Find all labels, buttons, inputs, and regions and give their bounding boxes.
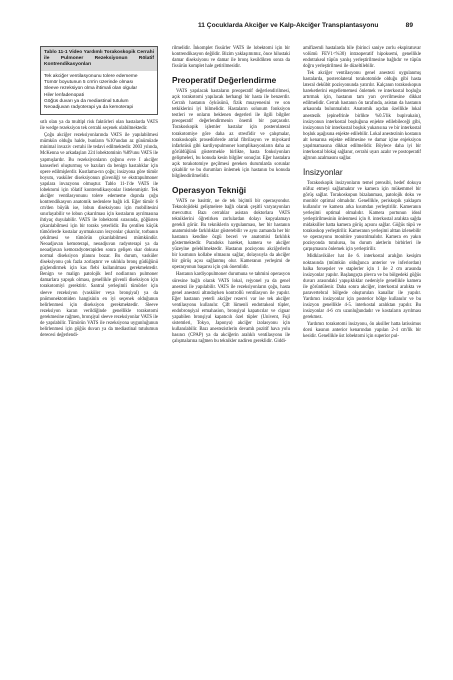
- body-paragraph: Torakoskopik insizyonların temel prensibi, hedef dokuya nüfuz etmeyi sağlamaktır ve kamera için mükemmel bir görüş sağlar. Torakoskopun bizalanması, patolojik doku ve monitör optimal olmalıdır. Genellikle, periskopik yaklaşım kullanılır ve kamera arka kısımdan yerleştirilir. Kameranın yerleşimi optimal olmalıdır. Kamera portunun ideal yerleştirilmesinin önlenmesi için 8. interkostal aralıkta sağda midaksiller hatta kamera görüş açısını sağlar. Göğüs tüpü ve torakoskop yerleştirilir. Kameranın yerleşimi alttan izlenebilir ve operasyonu monitöre yansıtılmalıdır. Kamera en yakın pozisyonda tutulursa, bu durum aletlerin birbirleri ile çarpışmasını önlemek için yerleştirilir.: [303, 180, 421, 253]
- body-paragraph: Çoğu akciğer rezeksiyonlarında VATS ile yapılabilmesi mümkün olduğu halde, bunların %10'undan az günümüzde minimal invaziv cerrahi ile tedavi edilmektedir. 2003 yılında, McKenna ve arkadaşları 224 lobektominin %89'unu VATS ile yapmışlardır. Bu rezeksiyonların çoğunu evre I akciğer kanserleri oluşturmuş ve bazıları da benign hastalıklar için opere edilmişlerdir. Kustlama-rın çoğu; insizyona göre tümör boyutu, vasküler diseksiyonun güvenliği ve ekstrapulmoner yapılara invazyonu olmuştur. Tablo 11-1'de VATS ile lobektomi için rölatif kontrendikasyonlar listelenmiştir. Tek akciğer ventilasyonunu tolere edememe dışında çoğu kontrendikasyon anatomik nedenlere bağlı idi. Eğer tümör 6 cm'den büyük ise, lobun diseksiyonu için mobilitesini sınırlayabilir ve lobun çıkarılması için kostaların ayrılmasına ihtiyaç duyulabilir. VATS ile lobektomi sırasında, göğüsten çıkarılabilmesi için bir toraks yeterlidir. Bu çentilen küçük tümörlerde kostalar ayırmaksızın lezyonlar çıkarılır, torbanın çekilmesi ve tümörün çıkarılabilmesi mümkündür. Neoadjuvan kemoterapi, neoadjuvan radyoterapi ya da neoadjuvan kemoradyoterapiden sonra gelişen skar dokusu normal diseksiyon planını bozar. Bu durum, vasküler diseksiyonu çok fazla zorlaştırır ve sıklıkla bronş güdüğünü güçlendirmek için kas flebi kullanılması gerekmektedir. Benign ve malign patolojik lenf nodlarının pulmoner damarlara yapışık olması, genellikle güvenli diseksiyon için torakotomiyi gerektirir. Santral yerleşimli tümörler için sleeve rezeksiyon (vasküler veya bronşiyal) ya da pnömonektomiden hangisinin en iyi seçenek olduğunun belirlenmesi için diseksiyon gerekmektedir. Sleeve rezeksiyon kararı verildiğinde genellikle torakotomi gerekmesine rağmen, bronşiyal sleeve rezeksiyonlar VATS ile de yapılabilir. Tümörün VATS ile rezeksiyona uygunluğunun belirlenmesi için göğüs duvarı ya da mediastinal tutulumun derecesi değerlendi-: [40, 133, 158, 338]
- page-header: [40, 22, 413, 34]
- body-paragraph: Yardımcı torakotomi insizyonu, ön aksiller hatta latissimus dorsi kasının anterior kenarından yapılan 2-4 cm'lik bir kesidir. Genellikle üst lobektomi için superior pul-: [303, 321, 421, 340]
- table-item: Hiler lenfadenopati: [44, 92, 85, 98]
- page-number: 89: [405, 22, 413, 29]
- table-item: Tek akciğer ventilasyonunu tolere edememe: [44, 74, 138, 79]
- column-middle: [172, 46, 290, 346]
- table-item: Göğüs duvarı ya da mediastinal tutulum: [44, 98, 129, 104]
- column-right: [303, 46, 421, 341]
- body-paragraph: VATS ne basittir, ne de tek biçimli bir operasyondur. Teknolojideki gelişmelere bağlı olarak çeşitli varyasyonları mevcuttur. Bazı cerrahlar asistan doktorlara VATS tekniklerini öğretirken zorlulardan dolayı kopyalamayı gerekli görür. Bu tekniklerin uygulanması, her bir hastanın anatomisinde farklılıklar gösterebilir ve aynı zamanda her bir hastanın kendine özgü beceri ve anatomisi farklılık göstermektedir. Paradoks hareket, kamera ve akciğer yüzeyine gelebilmektedir. Hastanın pozisyonu akciğerlerin bir kısmının kollabe olmasını sağlar, dolayısıyla da akciğer bir görüş açısı sağlanmış olur. Kameranın yerleşimi de operasyonun başarısı için çok önemlidir.: [172, 198, 290, 271]
- body-paragraph: VATS yapılacak hastaların preoperatif değerlendirilmesi, açık torakotomi yapılacak herhangi bir hasta ile benzerdir. Cerrah hastanın öyküsünü, fizik muayenesini ve son tetkiklerini iyi bilmelidir. Hastaların solunum fonksiyon testleri ve onların beklenen degerleri ile ilgili bilgiler preoperatif değerlendirmenin önemli bir parçasıdır. Torakoskopik işlemler hastalar için posterolateral torakotomiye göre daha az stresfidir ve çalışmalar, torakoskopik prosedürlerde atrial fibrilasyon ve miyokard infarktüsü gibi kardiyopulmoner komplikasyonların daha az görüldüğünü göstermekle birlikte, hasta fonksiyonları gelişmeleri, bu konuda kesin bilgiler sonuçlar. Eğer hastalara açık torakotomiye geçilmesi gereken durumlarda sorunlar çıkabilir ve bu durumları önlemek için hastanın bu konuda bilgilendirilmelidir.: [172, 89, 290, 179]
- body-paragraph: Midklaviküler hat ile 6. interkostal aralığın kesişim noktasında (mümkün olduğunca anterior ve inferiordan) halka forsepsler ve staplerler için 1 ile 2 cm arasında insizyonlar yapılır. Başlangıçta plevra ve bu bölgedeki göğüs duvarı arasındaki yapışıklıklar nedeniyle genellikle kamera ile görüntülenir. Daha sonra akciğer, interkostal aralıkta ve paravertebral bölgede oluşturulan kanallar ile yapılır. Yardımcı insizyonlar için posterior bölge kullanılır ve bu insizyon genellikle 4-5. interkostal aralıktan yapılır. Bu insizyonlar 4-6 cm uzunluğundadır ve kostaların ayrılması gerekmez.: [303, 254, 421, 320]
- body-paragraph: amifizemli hastalarda bile (birinci saniye zorlu ekspiratuvar volümü FEV1<%30) intraoperatif hipoksemi, genellikle endotrakeal tüpün yanlış yerleştirilmesine bağlıdır ve tüpün doğru yerleştirilmesi ile düzeltilebilir.: [303, 46, 421, 70]
- table-item: Sleeve rezeksiyon olma ihtimali olan olgular: [44, 86, 138, 92]
- table-title: Tablo 11-1 Video Yardımlı Torakoskopik Cerrahi ile Pulmoner Rezeksiyonun Rölatif Kontrendikasyonları: [41, 47, 157, 71]
- table-list: [41, 71, 157, 114]
- body-paragraph: sıtlı olan ya da multipl risk faktörleri olan hastalarda VATS ile wedge rezeksiyon tek cerrahi seçenek olabilmektedir.: [40, 120, 158, 132]
- body-paragraph: Hastanın kardiyopulmoner durumuna ve tahmini operasyon süresine bağlı olarak VATS lokal, rejyonel ya da genel anestezi ile yapılabilir. VATS ile rezeksiyonların çoğu, hasta genel anestezi altındayken kontrollü ventilasyon ile yapılır. Eğer hastanın yeterli akciğer rezervi var ise tek akciğer ventilasyonu kullanılır. Çift lümenli endotrakeal tüpler, endobronşiyal ermahasion, bronşiyal kapatıcılar ve ciguar yapabilen bronşiyal kapatıcılı özel tüpler (Univent, Fuji sistemleri, Tokyo, Japonya) akciğer izolasyonu için kullanılabilir. Bazı anestezistlerin devamlı pozitif hava yolu basıncı (CPAP) ya da akciğerin aralıklı ventilasyonu ile çalışmalarına rağmen bu teknikler nadiren gereklidir. Giddi-: [172, 272, 290, 344]
- table-item: Neoadjuvan radyoterapi ya da kemoterapi: [44, 105, 134, 111]
- section-heading: Operasyon Tekniği: [172, 184, 247, 195]
- body-paragraph: rilmelidir. İnkomplet fissürler VATS ile lobektomi için bir kontrendikasyon değildir. Bizim yaklaşımımız, önce hilustaki damar diseksiyonu ve damar ile bronş kesildikten sonra da fissürün komplet hale getirilmesidir.: [172, 46, 290, 70]
- body-paragraph: Tek akciğer ventilasyonu genel anestezi uygulanmış hastalarda, posterolateral torakotomide olduğu gibi hasta lateral dekübit pozisyonunda yatırılır. Kalçanın torakoskopun hareketlerini engellememesi önlemek ve interkostal boşluğu artırmak için, hastanın tam yarı çevrilmesine dikkat edilmelidir. Cerrah hastanın ön tarafında, asistan da hastanın arkasında bulunmalıdır. Anatomik açıdan özellikle lokal anestezik (epinefrinle birlikte %0.5'lik bupivakain), insizyonun interkostal boşluğuna enjekte edilebileceği gibi, insizyonun bir interkostal boşluk yukarısına ve bir interkostal boşluk aşağısına enjekte edilebilir. Lokal anestezinin kostanın alt kenarına enjekte edilmesine ve damar içine enjeksiyon yapılmamasına dikkat edilmelidir. Böylece daha iyi bir interkostal blokaj sağlanır, cerrahi uyarı azalır ve postoperatif ağrının azalmasını sağlar.: [303, 71, 421, 161]
- table-item: Tümör boyutunun 5 cm'in üzerinde olması: [44, 80, 134, 86]
- column-left: [40, 46, 158, 340]
- running-title: 11 Çocuklarda Akciğer ve Kalp-Akciğer Transplantasyonu: [198, 22, 379, 29]
- table-box: [40, 46, 158, 115]
- section-heading: Preoperatif Değerlendirme: [172, 75, 277, 86]
- section-heading: İnsizyonlar: [303, 166, 343, 177]
